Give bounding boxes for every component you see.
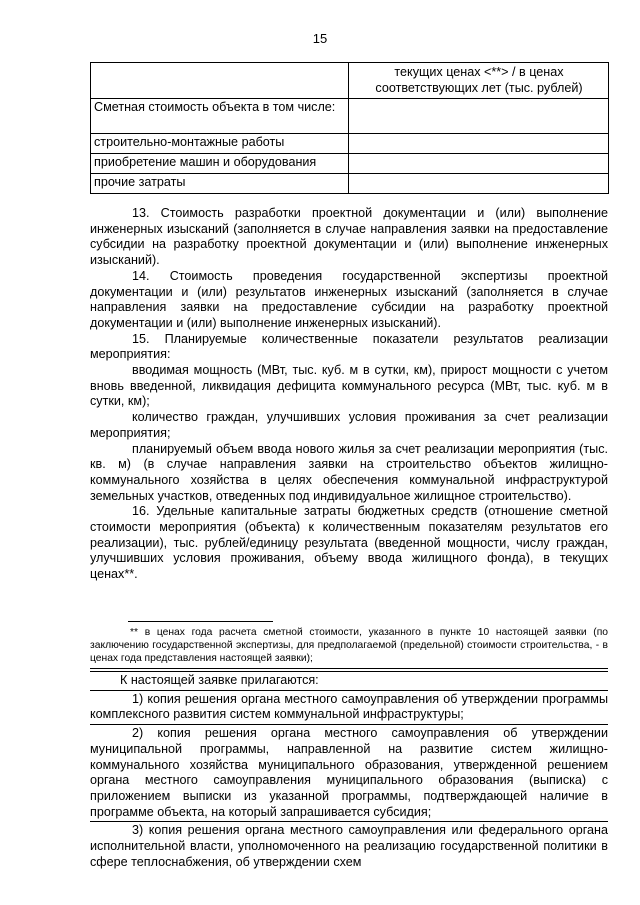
table-row xyxy=(91,99,609,134)
footnote-separator xyxy=(128,621,273,622)
body-text xyxy=(90,206,608,583)
table-cell: строительно-монтажные работы xyxy=(91,134,349,154)
table-cell: прочие затраты xyxy=(91,174,349,194)
page-number: 15 xyxy=(312,31,328,46)
paragraph-14: 14. Стоимость проведения государственной экспертизы проектной документации и (или) результатов инженерных изысканий (заполняется в случае направления заявки на предоставление субсидии на разработку проектной документации и (или) выполнение инженерных изысканий). xyxy=(90,268,608,330)
attachment-item: 3) копия решения органа местного самоуправления или федерального органа исполнительной власти, уполномоченного на реализацию государственной политики в сфере теплоснабжения, об утверждении схем xyxy=(90,823,608,869)
table-row xyxy=(91,134,609,154)
paragraph-13: 13. Стоимость разработки проектной документации и (или) выполнение инженерных изысканий (заполняется в случае направления заявки на предоставление субсидии на разработку проектной документации и (или) выполнение инженерных изысканий). xyxy=(90,206,608,268)
table-header-cell: текущих ценах <**> / в ценах соответствующих лет (тыс. рублей) xyxy=(349,63,609,99)
section-divider xyxy=(90,668,608,672)
attachment-item: 2) копия решения органа местного самоуправления об утверждении муниципальной программы, направленной на развитие систем жилищно-коммунального хозяйства муниципального образования, утвержденной решением органа местного самоуправления муниципального образования (выписка) с приложением выписки из указанной программы, подтверждающей наличие в программе объекта, на который запрашивается субсидия; xyxy=(90,726,608,819)
paragraph-16: 16. Удельные капитальные затраты бюджетных средств (отношение сметной стоимости мероприятия (объекта) к количественным показателям результатов его реализации), тыс. рублей/единицу результата (введенной мощности, числу граждан, улучшивших условия проживания, объему ввода жилищного фонда), в текущих ценах**. xyxy=(90,504,608,582)
indicator-capacity: вводимая мощность (МВт, тыс. куб. м в сутки, км), прирост мощности с учетом вновь введенной, ликвидация дефицита коммунального ресурса (МВт, тыс. куб. м в сутки, км); xyxy=(90,363,608,409)
table-cell: приобретение машин и оборудования xyxy=(91,154,349,174)
table-cell: Сметная стоимость объекта в том числе: xyxy=(91,99,349,134)
table-row xyxy=(91,154,609,174)
table-header-row xyxy=(91,63,609,99)
table-cell xyxy=(349,99,609,134)
indicator-housing: планируемый объем ввода нового жилья за счет реализации мероприятия (тыс. кв. м) (в случае направления заявки на строительство объектов жилищно-коммунального хозяйства в целях обеспечения коммунальной инфраструктурой земельных участков, отведенных под индивидуальное жилищное строительство). xyxy=(90,441,608,503)
attachments-list xyxy=(90,673,608,870)
table-cell xyxy=(91,63,349,99)
table-row xyxy=(91,174,609,194)
paragraph-15: 15. Планируемые количественные показатели результатов реализации мероприятия: xyxy=(90,331,608,362)
indicator-citizens: количество граждан, улучшивших условия проживания за счет реализации мероприятия; xyxy=(90,410,608,440)
attachments-intro: К настоящей заявке прилагаются: xyxy=(120,673,319,687)
footnote: ** в ценах года расчета сметной стоимости, указанного в пункте 10 настоящей заявки (по заключению государственной экспертизы, для предполагаемой (предельной) стоимости строительства, - в ценах года представления настоящей заявки); xyxy=(90,627,608,665)
table-cell xyxy=(349,134,609,154)
table-cell xyxy=(349,174,609,194)
attachment-item: 1) копия решения органа местного самоуправления об утверждении программы комплексного развития систем коммунальной инфраструктуры; xyxy=(90,691,608,722)
cost-table xyxy=(90,62,609,194)
table-cell xyxy=(349,154,609,174)
